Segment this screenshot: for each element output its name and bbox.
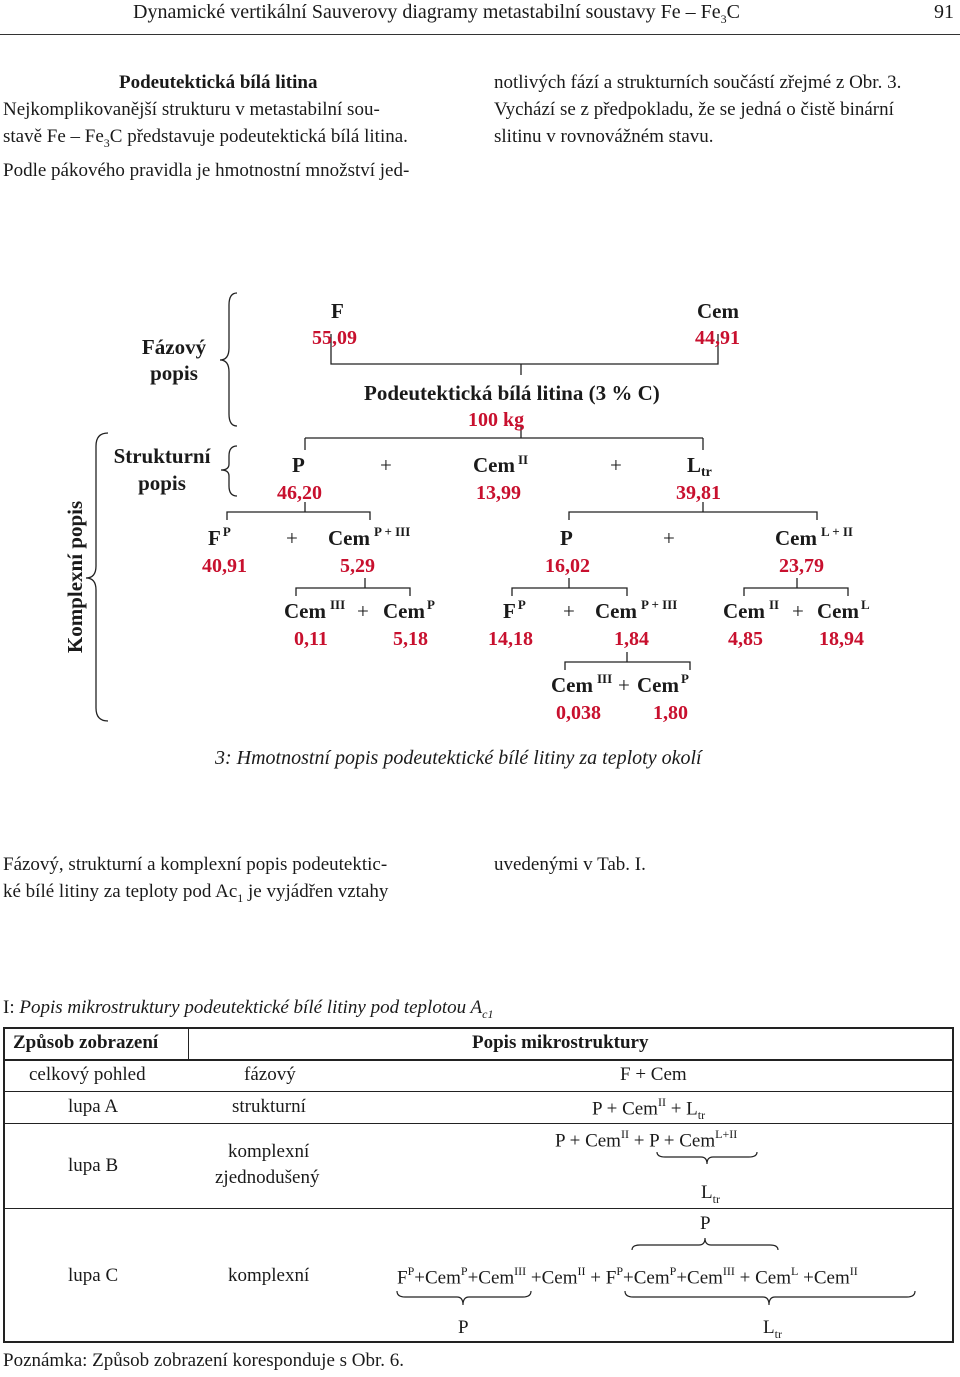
- table-header: Způsob zobrazení: [13, 1032, 159, 1053]
- node-CemL+II: Cem $^{L + II}$: [775, 524, 853, 550]
- node-CemIII: Cem $^{III}$: [284, 597, 346, 623]
- node-CemP: Cem $^P$: [383, 597, 435, 623]
- value: 55,09: [312, 327, 357, 349]
- table-cell: komplexní: [228, 1265, 310, 1286]
- value: 1,80: [653, 702, 688, 724]
- running-header: Dynamické vertikální Sauverovy diagramy metastabilní soustavy Fe – $Fe_3C$: [133, 1, 740, 26]
- plus-sign: +: [286, 526, 298, 550]
- table-divider: [3, 1123, 954, 1124]
- value: 0,11: [294, 628, 328, 650]
- struct-CemII: Cem $^{II}$: [473, 452, 529, 477]
- table-divider: [3, 1208, 954, 1209]
- brace-icon: [630, 1236, 780, 1252]
- complex-brace-icon: [86, 433, 108, 721]
- label-phase: Fázový: [141, 335, 207, 359]
- node-CemII: Cem $^{II}$: [723, 597, 780, 623]
- text-line: ké bílé litiny za teploty pod $Ac_1$ je vyjádřen vztahy: [3, 881, 389, 905]
- label-structure: popis: [138, 471, 186, 495]
- phase-F: F: [331, 299, 344, 323]
- label-complex: Komplexní popis: [63, 500, 87, 654]
- intro-left-column: [3, 96, 465, 184]
- table-cell: lupa C: [68, 1265, 119, 1286]
- page-number: 91: [934, 1, 954, 23]
- value: 18,94: [819, 628, 864, 650]
- value: 23,79: [779, 555, 824, 577]
- plus-sign: +: [563, 599, 575, 623]
- mass-description-diagram: [0, 280, 960, 730]
- table-divider: [3, 1091, 954, 1092]
- plus-sign: +: [380, 453, 392, 477]
- value: 0,038: [556, 702, 601, 724]
- text-line: notlivých fází a strukturních součástí zřejmé z Obr. 3.: [494, 72, 902, 93]
- structure-brace-icon: [221, 446, 237, 496]
- root-label: Podeutektická bílá litina (3 % C): [364, 381, 660, 405]
- table-cell: fázový: [244, 1064, 296, 1085]
- phase-Cem: Cem: [697, 299, 739, 323]
- node-CemP: Cem $^P$: [637, 671, 689, 697]
- value: 46,20: [277, 482, 322, 504]
- node-CemP+III: Cem $^{P + III}$: [328, 524, 411, 550]
- table-cell: zjednodušený: [215, 1167, 320, 1188]
- struct-P: P: [292, 453, 305, 477]
- para2-right: uvedenými v Tab. I.: [494, 854, 646, 875]
- plus-sign: +: [663, 526, 675, 550]
- phase-brace-icon: [220, 293, 237, 426]
- table-cell: lupa B: [68, 1155, 119, 1176]
- header-rule: [0, 34, 960, 35]
- text-line: Podle pákového pravidla je hmotnostní množství jed-: [3, 159, 410, 181]
- table-cell: F + Cem: [620, 1064, 687, 1085]
- plus-sign: +: [792, 599, 804, 623]
- node-CemL: Cem $^L$: [817, 597, 870, 623]
- text-line: Fázový, strukturní a komplexní popis podeutektic-: [3, 854, 388, 875]
- struct-Ltr: Ltr: [687, 453, 712, 480]
- formula: P + Cem$^{II}$ + P + Cem$^{L+II}$: [555, 1127, 738, 1152]
- table-cell: strukturní: [232, 1096, 306, 1117]
- table-cell: celkový pohled: [29, 1064, 146, 1085]
- value: 40,91: [202, 555, 247, 577]
- label-P: P: [700, 1213, 711, 1234]
- plus-sign: +: [618, 673, 630, 697]
- text-line: Vychází se z předpokladu, že se jedná o čistě binární: [494, 99, 894, 120]
- label-phase: popis: [150, 361, 198, 385]
- value: 5,18: [393, 628, 428, 650]
- value: 16,02: [545, 555, 590, 577]
- table-divider: [3, 1059, 954, 1061]
- table-header: Popis mikrostruktury: [472, 1032, 649, 1053]
- brace-icon: [395, 1289, 535, 1307]
- brace-icon: [623, 1289, 918, 1307]
- node-CemIII: Cem $^{III}$: [551, 671, 613, 697]
- table-caption: I: Popis mikrostruktury podeutektické bílé litiny pod teplotou $A_{c1}$: [3, 997, 494, 1021]
- node-P: P: [560, 526, 573, 550]
- value: 100 kg: [468, 409, 525, 431]
- value: 1,84: [614, 628, 649, 650]
- table-cell: komplexní: [228, 1141, 310, 1162]
- text-line: stavě Fe – $Fe_3C$ představuje podeutektická bílá litina.: [3, 126, 408, 150]
- label-Ltr: $L_{tr}$: [763, 1317, 782, 1341]
- table-cell: lupa A: [68, 1096, 119, 1117]
- formula: $F^P+Cem^P+Cem^{III} +Cem^{II} + F^P+Cem^P+Cem^{III} + Cem^L +Cem^{II}$: [397, 1264, 858, 1289]
- text-line: Nejkomplikovanější strukturu v metastabilní sou-: [3, 99, 380, 120]
- value: 13,99: [476, 482, 521, 504]
- node-FP: F $^P$: [208, 524, 231, 550]
- label-P: P: [458, 1317, 469, 1338]
- node-CemP+III: Cem $^{P + III}$: [595, 597, 678, 623]
- value: 44,91: [695, 327, 740, 349]
- brace-icon: [655, 1150, 760, 1166]
- text-line: slitinu v rovnovážném stavu.: [494, 126, 714, 147]
- table-note: Poznámka: Způsob zobrazení koresponduje s Obr. 6.: [3, 1350, 405, 1371]
- value: 4,85: [728, 628, 763, 650]
- label-structure: Strukturní: [113, 444, 211, 468]
- plus-sign: +: [357, 599, 369, 623]
- label-Ltr: $L_{tr}$: [701, 1182, 720, 1206]
- table-divider: [188, 1027, 189, 1059]
- value: 14,18: [488, 628, 533, 650]
- formula: $P + Cem^{II} + L_{tr}$: [592, 1095, 706, 1123]
- intro-right-column: [494, 69, 956, 150]
- node-FP: F $^P$: [503, 597, 526, 623]
- value: 39,81: [676, 482, 721, 504]
- plus-sign: +: [610, 453, 622, 477]
- para2-left: [3, 851, 465, 912]
- figure-caption: 3: Hmotnostní popis podeutektické bílé litiny za teploty okolí: [215, 747, 702, 769]
- section-heading: Podeutektická bílá litina: [119, 72, 318, 93]
- value: 5,29: [340, 555, 375, 577]
